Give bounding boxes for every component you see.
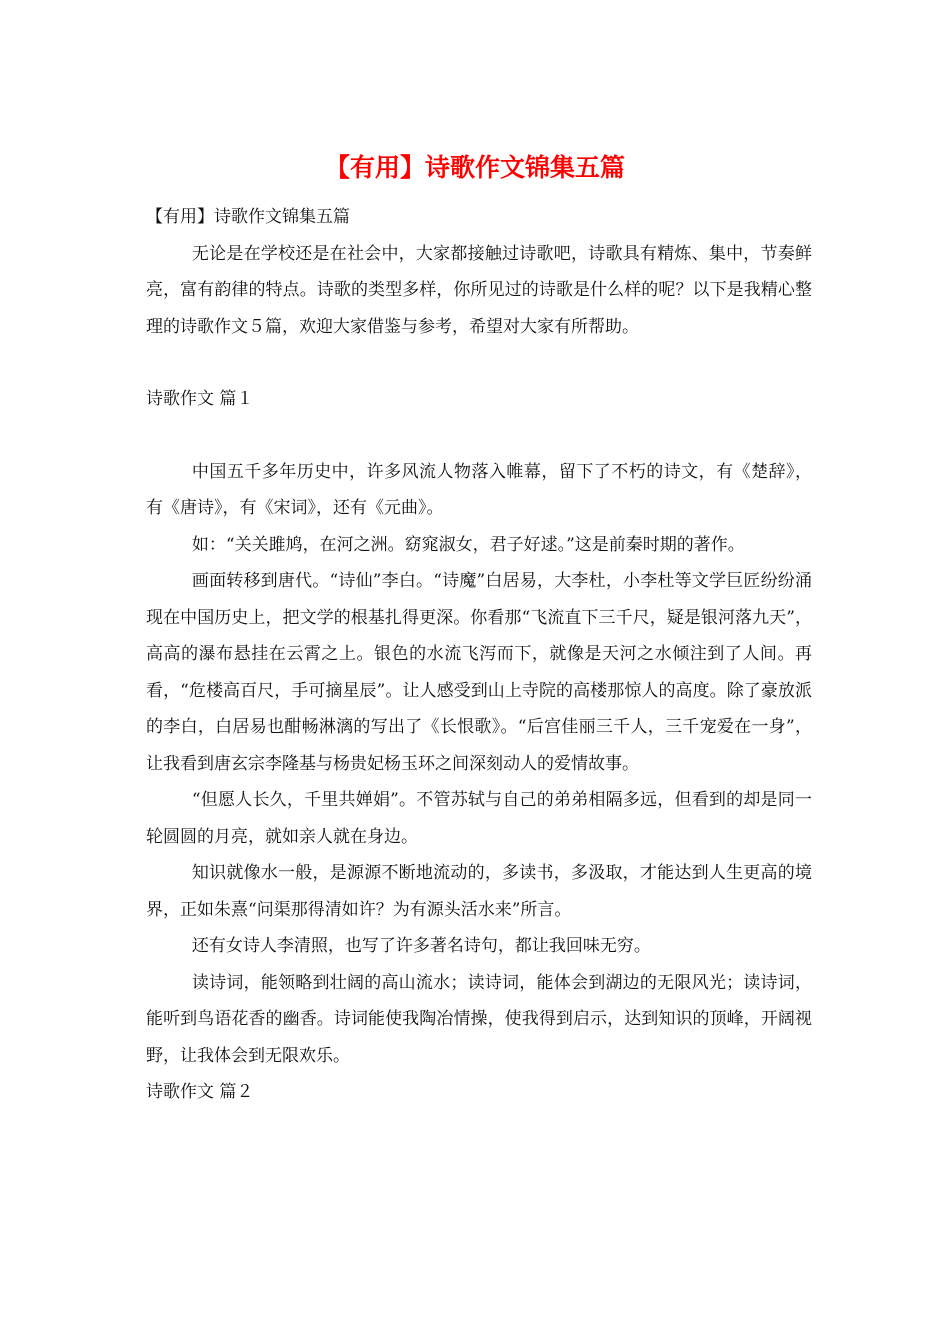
intro-paragraph: 无论是在学校还是在社会中，大家都接触过诗歌吧，诗歌具有精炼、集中，节奏鲜亮，富有韵律的特点。诗歌的类型多样，你所见过的诗歌是什么样的呢？以下是我精心整理的诗歌作文５篇，欢迎大家借鉴与参考，希望对大家有所帮助。	[146, 243, 812, 337]
paragraph: 如：“关关雎鸠，在河之洲。窈窕淑女，君子好逑。”这是前秦时期的著作。	[191, 534, 745, 555]
paragraph: 画面转移到唐代。“诗仙”李白。“诗魔”白居易，大李杜，小李杜等文学巨匠纷纷涌现在中国历史上，把文学的根基扎得更深。你看那“飞流直下三千尺，疑是银河落九天”，高高的瀑布悬挂在云霄之上。银色的水流飞泻而下，就像是天河之水倾注到了人间。再看，“危楼高百尺，手可摘星辰”。让人感受到山上寺院的高楼那惊人的高度。除了豪放派的李白，白居易也酣畅淋漓的写出了《长恨歌》。“后宫佳丽三千人，三千宠爱在一身”，让我看到唐玄宗李隆基与杨贵妃杨玉环之间深刻动人的爱情故事。	[146, 571, 812, 774]
document-body	[146, 199, 812, 1111]
section-heading-2: 诗歌作文 篇２	[146, 1082, 254, 1102]
paragraph: 还有女诗人李清照，也写了许多著名诗句，都让我回味无穷。	[191, 936, 651, 956]
section-heading-1: 诗歌作文 篇１	[146, 389, 254, 409]
paragraph: “但愿人长久，千里共婵娟”。不管苏轼与自己的弟弟相隔多远，但看到的却是同一轮圆圆的月亮，就如亲人就在身边。	[146, 790, 812, 847]
paragraph: 读诗词，能领略到壮阔的高山流水；读诗词，能体会到湖边的无限风光；读诗词，能听到鸟语花香的幽香。诗词能使我陶冶情操，使我得到启示，达到知识的顶峰，开阔视野，让我体会到无限欢乐。	[146, 972, 812, 1066]
paragraph: 知识就像水一般，是源源不断地流动的，多读书，多汲取，才能达到人生更高的境界，正如朱熹“问渠那得清如许？为有源头活水来”所言。	[146, 863, 812, 920]
document-title: 【有用】诗歌作文锦集五篇	[324, 153, 625, 182]
paragraph: 中国五千多年历史中，许多风流人物落入帷幕，留下了不朽的诗文，有《楚辞》，有《唐诗》，有《宋词》，还有《元曲》。	[146, 461, 812, 518]
document-subtitle: 【有用】诗歌作文锦集五篇	[146, 207, 350, 227]
